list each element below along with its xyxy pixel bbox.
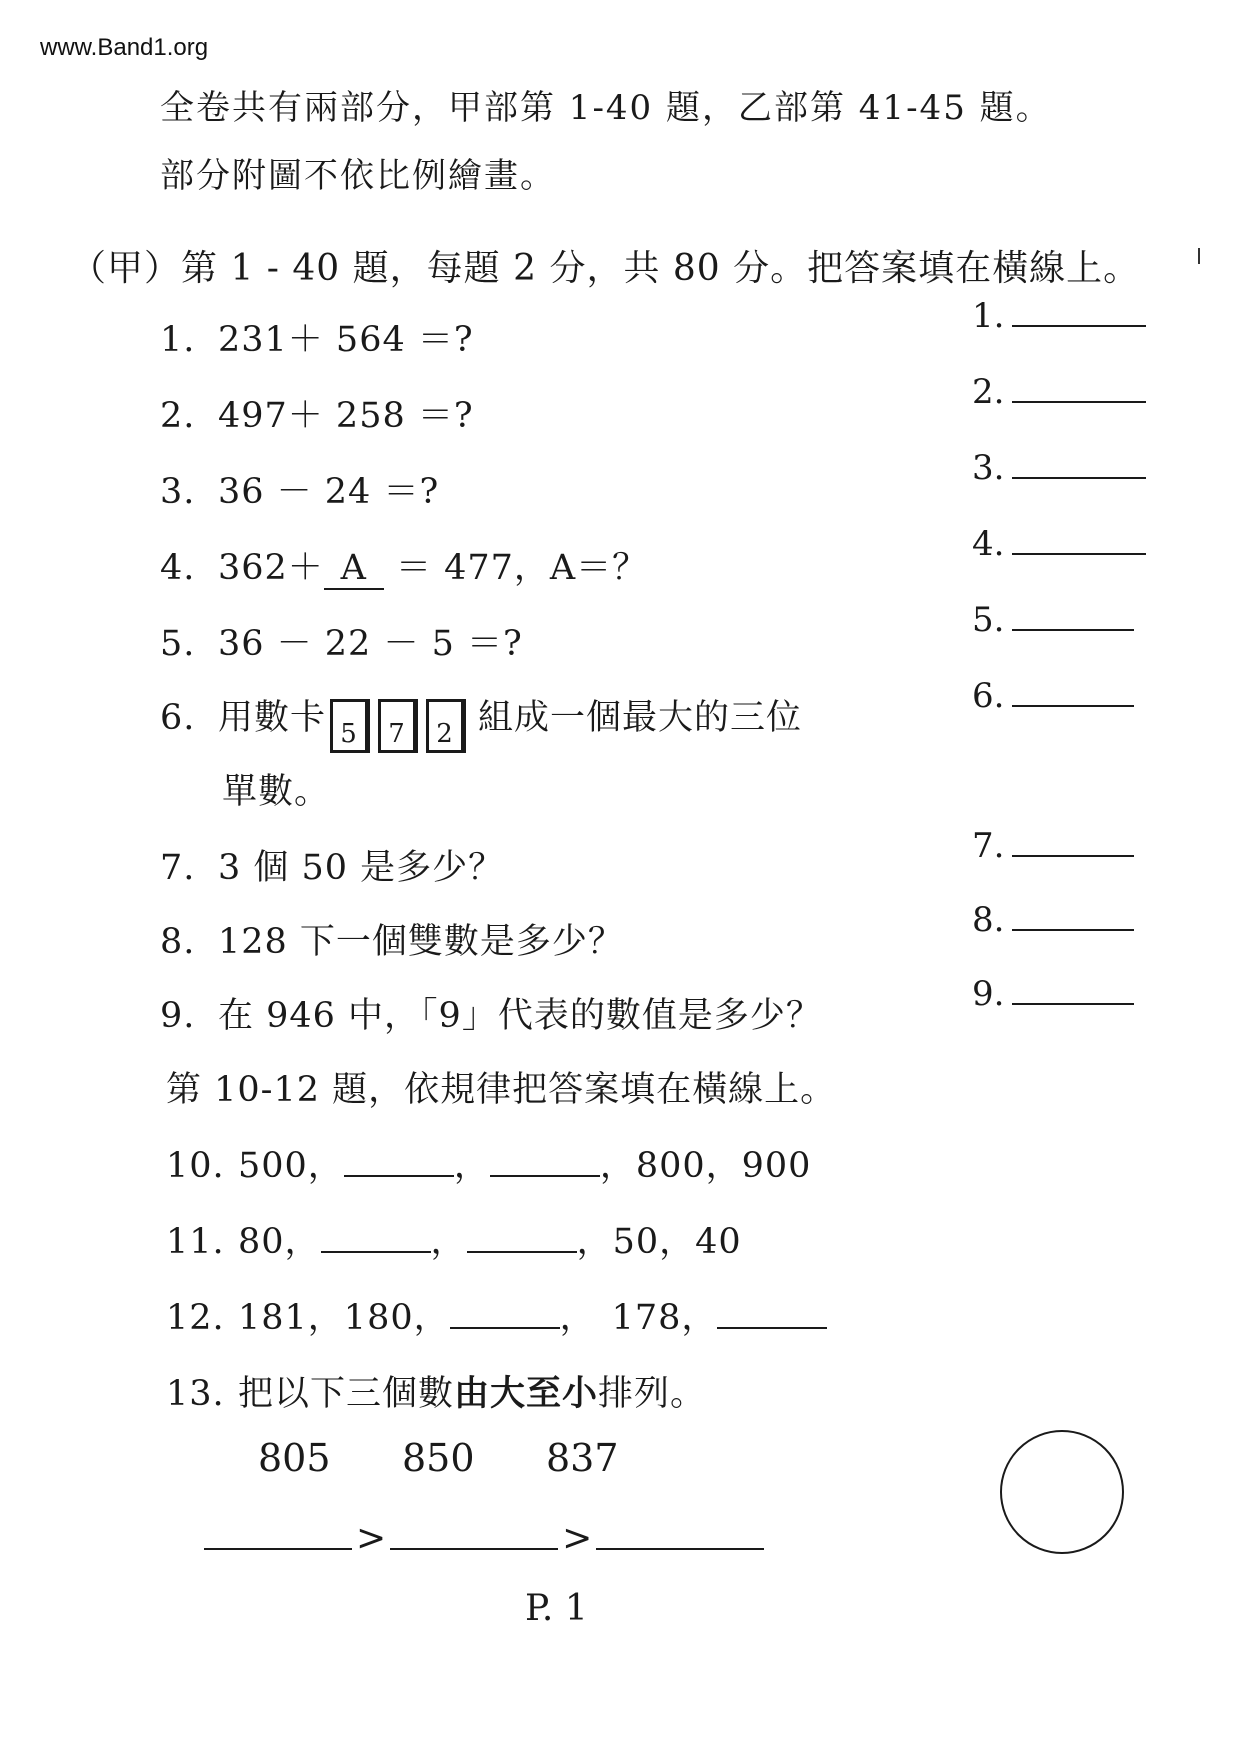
answer-blank[interactable]: [1012, 297, 1146, 327]
question-text: 178，: [611, 1298, 718, 1338]
question-text: 在 946 中，「9」代表的數值是多少？: [218, 996, 822, 1036]
pattern-heading: 第 10-12 題，依規律把答案填在橫線上。: [166, 1070, 837, 1110]
answer-label: 1.: [972, 296, 1005, 336]
answer-line-3[interactable]: [972, 448, 1146, 488]
question-text: 500，: [238, 1146, 344, 1186]
answer-line-4[interactable]: [972, 524, 1146, 564]
answer-blank[interactable]: [1012, 373, 1146, 403]
order-number: 850: [402, 1436, 475, 1480]
question-text: ，: [453, 1146, 490, 1186]
greater-than-sign: >: [356, 1518, 387, 1559]
scan-mark: [1198, 248, 1200, 264]
answer-label: 5.: [972, 600, 1005, 640]
question-number: 2.: [160, 396, 196, 436]
question-number: 8.: [160, 922, 196, 962]
question-text: 3 個 50 是多少？: [218, 848, 505, 888]
question-text: 36 － 22 － 5 ＝?: [218, 624, 523, 664]
order-blank[interactable]: [596, 1518, 764, 1550]
question-text: 組成一個最大的三位: [478, 698, 803, 738]
answer-blank[interactable]: [1012, 975, 1134, 1005]
question-text: 497＋ 258 ＝?: [218, 396, 474, 436]
question-11: [166, 1214, 742, 1264]
answer-label: 3.: [972, 448, 1005, 488]
answer-line-6[interactable]: [972, 676, 1134, 716]
question-text: 231＋ 564 ＝?: [218, 320, 474, 360]
question-8: [160, 914, 624, 964]
answer-label: 2.: [972, 372, 1005, 412]
question-6: [160, 690, 802, 747]
question-number: 10.: [166, 1146, 225, 1186]
question-text: 用數卡: [218, 698, 327, 738]
pattern-blank[interactable]: [321, 1221, 431, 1253]
blank-a: A: [324, 548, 384, 590]
question-number: 13.: [166, 1374, 225, 1414]
pattern-blank[interactable]: [450, 1297, 560, 1329]
greater-than-sign: >: [562, 1518, 593, 1559]
question-text: ＝ 477，A＝？: [383, 548, 649, 588]
question-text: 80，: [238, 1222, 321, 1262]
question-text: 排列。: [598, 1374, 707, 1414]
answer-label: 9.: [972, 974, 1005, 1014]
intro-line-2: 部分附圖不依比例繪畫。: [160, 156, 556, 196]
question-number: 11.: [166, 1222, 225, 1262]
question-number: 1.: [160, 320, 196, 360]
question-5: [160, 616, 523, 666]
section-heading: （甲）第 1 - 40 題，每題 2 分，共 80 分。把答案填在橫線上。: [70, 248, 1141, 289]
question-1: [160, 312, 474, 362]
question-number: 12.: [166, 1298, 225, 1338]
number-card: 5: [330, 699, 370, 753]
question-text: 128 下一個雙數是多少？: [218, 922, 624, 962]
page-number: P. 1: [525, 1588, 588, 1629]
question-emphasis: 由大至小: [454, 1373, 599, 1414]
question-13: [166, 1366, 706, 1416]
question-text: ，50，40: [576, 1222, 742, 1262]
question-text: 36 － 24 ＝?: [218, 472, 440, 512]
question-9: [160, 988, 822, 1038]
answer-blank[interactable]: [1012, 525, 1146, 555]
answer-line-8[interactable]: [972, 900, 1134, 940]
pattern-blank[interactable]: [344, 1145, 454, 1177]
question-text: 362＋: [218, 548, 324, 588]
number-card: 7: [378, 699, 418, 753]
question-3: [160, 464, 439, 514]
pattern-blank[interactable]: [490, 1145, 600, 1177]
question-text: 181，180，: [238, 1298, 450, 1338]
order-blank[interactable]: [390, 1518, 558, 1550]
number-card: 2: [426, 699, 466, 753]
answer-blank[interactable]: [1012, 901, 1134, 931]
question-7: [160, 840, 504, 890]
question-number: 9.: [160, 996, 196, 1036]
question-10: [166, 1138, 811, 1188]
answer-line-7[interactable]: [972, 826, 1134, 866]
question-number: 6.: [160, 698, 196, 738]
question-number: 4.: [160, 548, 196, 588]
question-number: 7.: [160, 848, 196, 888]
question-text: ，: [559, 1298, 596, 1338]
question-text: 把以下三個數: [238, 1374, 455, 1414]
answer-line-9[interactable]: [972, 974, 1134, 1014]
answer-blank[interactable]: [1012, 677, 1134, 707]
answer-line-2[interactable]: [972, 372, 1146, 412]
pattern-blank[interactable]: [467, 1221, 577, 1253]
answer-line-1[interactable]: [972, 296, 1146, 336]
order-blank[interactable]: [204, 1518, 352, 1550]
answer-label: 4.: [972, 524, 1005, 564]
answer-label: 6.: [972, 676, 1005, 716]
order-answer-row: [204, 1518, 764, 1559]
site-url: www.Band1.org: [40, 34, 209, 61]
answer-line-5[interactable]: [972, 600, 1134, 640]
question-12: [166, 1290, 827, 1340]
question-number: 5.: [160, 624, 196, 664]
answer-blank[interactable]: [1012, 449, 1146, 479]
question-2: [160, 388, 474, 438]
question-text: ，800，900: [599, 1146, 812, 1186]
answer-blank[interactable]: [1012, 601, 1134, 631]
answer-blank[interactable]: [1012, 827, 1134, 857]
question-6-line-2: 單數。: [222, 772, 331, 812]
order-number: 837: [546, 1436, 619, 1480]
question-4: [160, 540, 648, 590]
score-circle: [1000, 1430, 1124, 1554]
intro-line-1: 全卷共有兩部分，甲部第 1-40 題，乙部第 41-45 題。: [160, 88, 1052, 128]
order-number: 805: [258, 1436, 331, 1480]
pattern-blank[interactable]: [717, 1297, 827, 1329]
answer-label: 7.: [972, 826, 1005, 866]
question-text: ，: [430, 1222, 467, 1262]
question-number: 3.: [160, 472, 196, 512]
order-numbers: [258, 1436, 690, 1480]
answer-label: 8.: [972, 900, 1005, 940]
